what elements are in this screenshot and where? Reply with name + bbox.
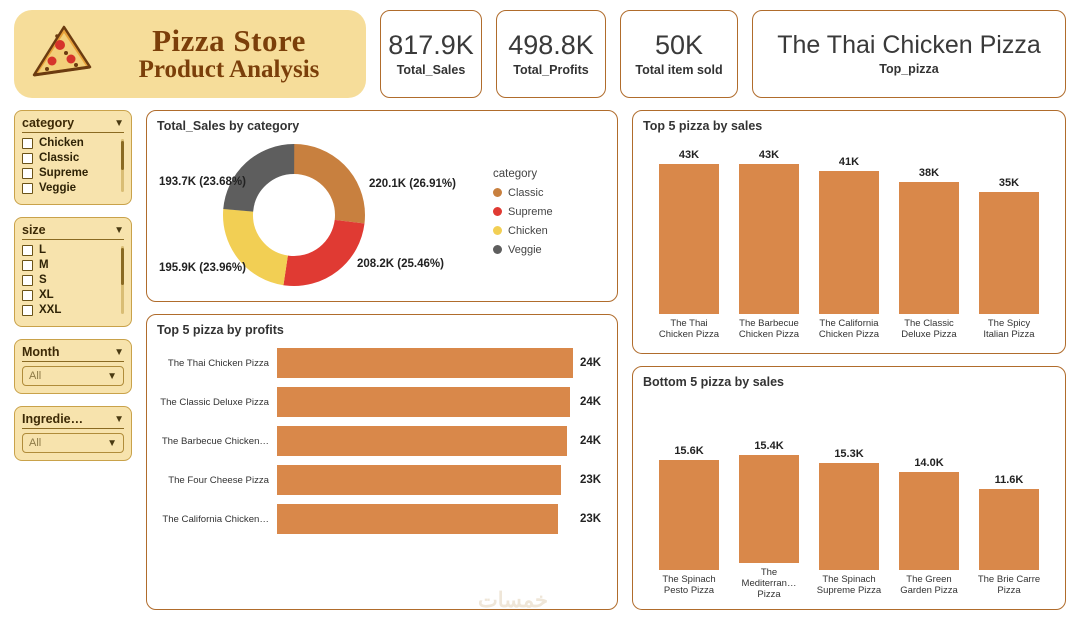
bar-track xyxy=(277,387,573,417)
bar-row[interactable] xyxy=(157,386,607,418)
legend-label: Chicken xyxy=(508,224,548,237)
bar-category-label: The Brie Carre Pizza xyxy=(977,574,1041,596)
donut-plot xyxy=(157,136,487,294)
middle-column xyxy=(146,110,618,610)
slicer-item-label: XL xyxy=(39,289,54,301)
scrollbar-track[interactable] xyxy=(121,246,124,314)
kpi-total-items-sold xyxy=(620,10,738,98)
checkbox-icon[interactable] xyxy=(22,245,33,256)
bar-column[interactable] xyxy=(896,149,962,345)
checkbox-icon[interactable] xyxy=(22,260,33,271)
page-title xyxy=(106,22,352,84)
bar-category-label: The Thai Chicken Pizza xyxy=(167,357,269,369)
chevron-down-icon[interactable]: ▼ xyxy=(114,224,124,236)
bar-track xyxy=(277,348,573,378)
checkbox-icon[interactable] xyxy=(22,138,33,149)
slicer-title: Month xyxy=(22,345,60,359)
bar-row[interactable] xyxy=(157,347,607,379)
header xyxy=(14,10,1066,98)
pizza-slice-icon xyxy=(24,17,98,91)
chart-title: Top 5 pizza by profits xyxy=(157,323,284,337)
dashboard-body xyxy=(14,110,1066,610)
slicer-item-classic[interactable] xyxy=(22,152,118,164)
bar-column[interactable] xyxy=(976,405,1042,601)
chart-title: Top 5 pizza by sales xyxy=(643,119,763,133)
legend-item-supreme[interactable] xyxy=(493,206,553,218)
slicer-item-label: S xyxy=(39,274,47,286)
slicer-title: category xyxy=(22,116,75,130)
bar-column[interactable] xyxy=(736,149,802,345)
donut-label-veggie: 193.7K (23.68%) xyxy=(159,176,246,188)
top-sales-chart-card xyxy=(632,110,1066,354)
vertical-bar-chart xyxy=(643,391,1055,601)
slicer-item-label: M xyxy=(39,259,49,271)
bar-value-label: 15.3K xyxy=(834,448,864,460)
bar-fill[interactable] xyxy=(979,192,1039,314)
bar-fill[interactable] xyxy=(899,472,959,570)
bar-category-label: The Green Garden Pizza xyxy=(900,574,958,596)
donut-label-supreme: 208.2K (25.46%) xyxy=(357,258,444,270)
slicer-item-label: Classic xyxy=(39,152,80,164)
bar-value-label: 43K xyxy=(758,149,780,161)
donut-label-classic: 220.1K (26.91%) xyxy=(369,178,456,190)
kpi-value: 50K xyxy=(654,30,704,61)
right-column xyxy=(632,110,1066,610)
bar-value-label: 23K xyxy=(580,474,602,486)
bar-category-label: The Barbecue Chicken… xyxy=(161,435,269,447)
top-profits-chart-card xyxy=(146,314,618,610)
slicer-item-chicken[interactable] xyxy=(22,137,118,149)
bar-category-label: The California Chicken… xyxy=(162,513,269,525)
title-sub: Product Analysis xyxy=(138,56,320,84)
bar-value-label: 23K xyxy=(580,513,602,525)
checkbox-icon[interactable] xyxy=(22,153,33,164)
bar-fill[interactable] xyxy=(277,348,573,378)
bar-fill[interactable] xyxy=(899,182,959,314)
bar-column[interactable] xyxy=(976,149,1042,345)
slicer-item-l[interactable] xyxy=(22,244,118,256)
bar-category-label: The Thai Chicken Pizza xyxy=(658,318,720,340)
filters-panel xyxy=(14,110,132,610)
bar-track xyxy=(277,504,573,534)
kpi-value: 498.8K xyxy=(508,30,594,61)
slicer-item-s[interactable] xyxy=(22,274,118,286)
bar-value-label: 35K xyxy=(998,177,1020,189)
bar-fill[interactable] xyxy=(277,465,561,495)
slicer-size[interactable] xyxy=(14,217,132,327)
slicer-header[interactable] xyxy=(22,345,124,362)
kpi-value: The Thai Chicken Pizza xyxy=(777,31,1041,60)
slicer-header[interactable] xyxy=(22,412,124,429)
bar-value-label: 43K xyxy=(678,149,700,161)
ingredients-dropdown[interactable] xyxy=(22,433,124,453)
legend-swatch-icon xyxy=(493,226,502,235)
bar-column[interactable] xyxy=(656,149,722,345)
bar-category-label: The Classic Deluxe Pizza xyxy=(160,396,269,408)
month-dropdown[interactable] xyxy=(22,366,124,386)
slicer-item-label: Chicken xyxy=(39,137,84,149)
legend-label: Supreme xyxy=(508,205,553,218)
bar-category-label: The Spinach Pesto Pizza xyxy=(662,574,716,596)
slicer-title: Ingredie… xyxy=(22,412,84,426)
vertical-bar-chart xyxy=(643,135,1055,345)
kpi-value: 817.9K xyxy=(388,30,474,61)
bar-value-label: 11.6K xyxy=(994,474,1024,486)
slicer-list[interactable] xyxy=(22,244,124,316)
dropdown-value: All xyxy=(29,370,42,382)
slicer-item-m[interactable] xyxy=(22,259,118,271)
legend-swatch-icon xyxy=(493,188,502,197)
bar-fill[interactable] xyxy=(819,463,879,570)
bar-fill[interactable] xyxy=(277,504,558,534)
kpi-label: Top_pizza xyxy=(879,61,939,76)
bar-value-label: 24K xyxy=(580,435,602,447)
slicer-item-xxl[interactable] xyxy=(22,304,118,316)
legend-label: Classic xyxy=(508,186,544,199)
kpi-total-sales xyxy=(380,10,482,98)
bar-fill[interactable] xyxy=(277,387,570,417)
chart-title: Total_Sales by category xyxy=(157,119,300,133)
bar-value-label: 15.6K xyxy=(674,445,704,457)
bar-track xyxy=(277,426,573,456)
bar-fill[interactable] xyxy=(659,164,719,314)
slicer-item-label: L xyxy=(39,244,47,256)
horizontal-bar-chart xyxy=(157,347,607,535)
chevron-down-icon[interactable]: ▼ xyxy=(114,413,124,425)
bar-category-label: The Four Cheese Pizza xyxy=(168,474,269,486)
checkbox-icon[interactable] xyxy=(22,183,33,194)
legend-swatch-icon xyxy=(493,245,502,254)
bar-category-label: The Classic Deluxe Pizza xyxy=(901,318,957,340)
chevron-down-icon[interactable]: ▼ xyxy=(107,370,117,382)
bar-row[interactable] xyxy=(157,503,607,535)
title-main: Pizza Store xyxy=(152,22,306,58)
slicer-title: size xyxy=(22,223,46,237)
donut-chart xyxy=(157,135,607,295)
donut-label-chicken: 195.9K (23.96%) xyxy=(159,262,246,274)
checkbox-icon[interactable] xyxy=(22,305,33,316)
slicer-ingredients[interactable] xyxy=(14,406,132,461)
legend-item-chicken[interactable] xyxy=(493,225,553,237)
slicer-item-label: XXL xyxy=(39,304,62,316)
bar-fill[interactable] xyxy=(277,426,567,456)
slicer-item-veggie[interactable] xyxy=(22,182,118,194)
bar-category-label: The Spicy Italian Pizza xyxy=(983,318,1035,340)
scrollbar-track[interactable] xyxy=(121,139,124,192)
bar-value-label: 15.4K xyxy=(754,440,784,453)
slicer-month[interactable] xyxy=(14,339,132,394)
bar-category-label: The Spinach Supreme Pizza xyxy=(816,574,882,596)
watermark: خمسات xyxy=(478,589,549,612)
kpi-top-pizza xyxy=(752,10,1066,98)
bar-value-label: 14.0K xyxy=(914,457,944,469)
legend-item-veggie[interactable] xyxy=(493,244,553,256)
bar-column[interactable] xyxy=(736,405,802,601)
donut-legend xyxy=(493,168,553,263)
checkbox-icon[interactable] xyxy=(22,275,33,286)
bar-row[interactable] xyxy=(157,464,607,496)
bar-column[interactable] xyxy=(896,405,962,601)
chart-title: Bottom 5 pizza by sales xyxy=(643,375,785,389)
bar-fill[interactable] xyxy=(659,460,719,570)
slicer-item-xl[interactable] xyxy=(22,289,118,301)
slicer-header[interactable] xyxy=(22,223,124,240)
checkbox-icon[interactable] xyxy=(22,168,33,179)
bar-fill[interactable] xyxy=(819,171,879,314)
slicer-list[interactable] xyxy=(22,137,124,194)
bar-row[interactable] xyxy=(157,425,607,457)
kpi-label: Total item sold xyxy=(635,62,723,77)
chevron-down-icon[interactable]: ▼ xyxy=(114,346,124,358)
bottom-sales-chart-card xyxy=(632,366,1066,610)
bar-category-label: The California Chicken Pizza xyxy=(818,318,880,340)
dropdown-value: All xyxy=(29,437,42,449)
kpi-total-profits xyxy=(496,10,606,98)
bar-fill[interactable] xyxy=(979,489,1039,570)
slicer-item-label: Veggie xyxy=(39,182,77,194)
kpi-label: Total_Profits xyxy=(513,62,589,77)
bar-column[interactable] xyxy=(816,149,882,345)
title-card xyxy=(14,10,366,98)
bar-fill[interactable] xyxy=(739,455,799,563)
bar-fill[interactable] xyxy=(739,164,799,314)
bar-value-label: 24K xyxy=(580,396,602,408)
slicer-category[interactable] xyxy=(14,110,132,205)
scrollbar-thumb[interactable] xyxy=(121,248,124,285)
bar-track xyxy=(277,465,573,495)
chevron-down-icon[interactable]: ▼ xyxy=(114,117,124,129)
slicer-header[interactable] xyxy=(22,116,124,133)
checkbox-icon[interactable] xyxy=(22,290,33,301)
kpi-label: Total_Sales xyxy=(396,62,466,77)
legend-label: Veggie xyxy=(508,243,542,256)
bar-value-label: 38K xyxy=(918,167,940,179)
bar-category-label: The Mediterran… Pizza xyxy=(741,567,797,601)
legend-swatch-icon xyxy=(493,207,502,216)
slicer-item-label: Supreme xyxy=(39,167,89,179)
legend-item-classic[interactable] xyxy=(493,187,553,199)
legend-title: category xyxy=(493,167,538,180)
slicer-item-supreme[interactable] xyxy=(22,167,118,179)
bar-column[interactable] xyxy=(656,405,722,601)
bar-value-label: 41K xyxy=(838,156,860,168)
scrollbar-thumb[interactable] xyxy=(121,141,124,170)
bar-value-label: 24K xyxy=(580,357,602,369)
bar-category-label: The Barbecue Chicken Pizza xyxy=(738,318,800,340)
chevron-down-icon[interactable]: ▼ xyxy=(107,437,117,449)
bar-column[interactable] xyxy=(816,405,882,601)
donut-chart-card xyxy=(146,110,618,302)
